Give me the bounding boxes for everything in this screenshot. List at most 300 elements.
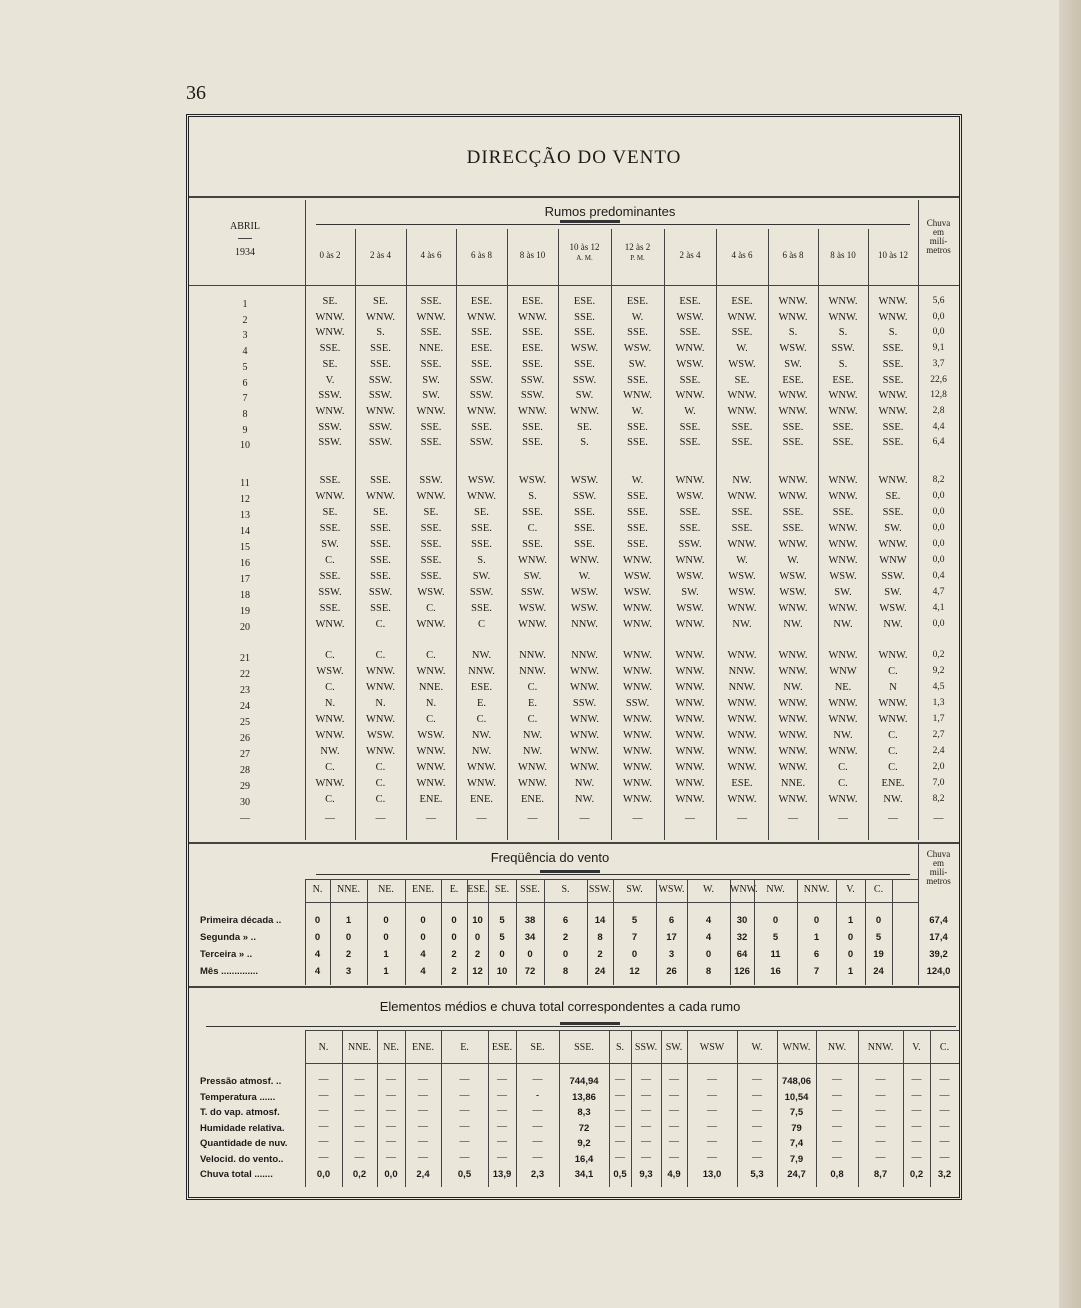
wind-direction-cell: C.: [325, 555, 335, 566]
section-rule: [189, 986, 959, 988]
day-number: 25: [240, 717, 250, 728]
wind-direction-cell: WNW.: [828, 523, 858, 534]
element-value-cell: 4,9: [667, 1169, 681, 1180]
empty-cell: —: [707, 1074, 717, 1085]
empty-cell: —: [459, 1120, 470, 1132]
wind-direction-cell: WNW.: [675, 746, 705, 757]
frequency-cell: 34: [524, 932, 536, 943]
day-number: 17: [240, 574, 250, 585]
frequency-cell: 0: [383, 915, 389, 926]
day-number: 22: [240, 669, 250, 680]
wind-direction-cell: W.: [736, 555, 748, 566]
wind-direction-cell: SSW.: [469, 390, 494, 402]
hour-header: 2 às 4: [679, 250, 701, 260]
wind-direction-cell: SE.: [322, 507, 338, 518]
wind-direction-cell: WNW.: [727, 714, 757, 725]
direction-column-header: SE.: [494, 884, 510, 895]
direction-column-header: V.: [846, 884, 855, 895]
empty-cell: —: [386, 1105, 396, 1116]
wind-direction-cell: SSW.: [520, 587, 545, 598]
wind-direction-cell: SSE.: [574, 311, 595, 323]
wind-direction-cell: SW.: [523, 571, 542, 582]
hour-header: 12 às 2: [624, 242, 651, 252]
wind-direction-cell: WSW.: [570, 587, 599, 598]
wind-direction-cell: WNW.: [622, 390, 653, 402]
frequency-cell: 0: [345, 932, 352, 943]
hour-header: A. M.: [576, 254, 593, 262]
month-label: ABRIL: [230, 221, 260, 232]
wind-direction-cell: C.: [426, 650, 436, 661]
row-label: Segunda » ..: [200, 932, 256, 943]
wind-direction-cell: SSW.: [318, 421, 342, 433]
trailing-dash: —: [888, 813, 898, 824]
wind-direction-cell: WNW.: [878, 698, 908, 709]
wind-direction-cell: WNW.: [517, 619, 548, 630]
wind-direction-cell: WNW.: [675, 555, 705, 566]
empty-cell: —: [354, 1136, 365, 1147]
wind-direction-cell: SSE.: [882, 421, 904, 433]
empty-cell: —: [707, 1105, 717, 1116]
wind-direction-cell: WNW.: [466, 762, 497, 773]
empty-cell: —: [669, 1151, 679, 1163]
empty-cell: —: [615, 1074, 625, 1085]
hour-header: 6 às 8: [782, 250, 804, 260]
empty-cell: —: [497, 1105, 507, 1116]
wind-direction-cell: WNW.: [365, 714, 396, 725]
frequency-cell: 0: [527, 949, 533, 960]
wind-direction-cell: WNW.: [466, 491, 497, 502]
wind-direction-cell: WNW.: [517, 778, 548, 789]
element-value-cell: 34,1: [574, 1169, 594, 1180]
wind-direction-cell: SSE.: [832, 437, 854, 449]
wind-direction-cell: SSE.: [679, 437, 701, 449]
empty-cell: —: [318, 1074, 329, 1085]
wind-direction-cell: WNW.: [727, 698, 757, 709]
wind-direction-cell: SSE.: [574, 507, 595, 518]
wind-direction-cell: S.: [376, 327, 385, 339]
day-number: 14: [240, 526, 250, 537]
wind-direction-cell: W.: [684, 405, 696, 417]
wind-direction-cell: V.: [325, 374, 335, 386]
empty-cell: —: [615, 1089, 625, 1101]
frequency-cell: 4: [420, 949, 426, 960]
wind-direction-cell: SSW.: [318, 390, 342, 402]
wind-direction-cell: WNW.: [727, 539, 757, 550]
empty-cell: —: [939, 1074, 950, 1085]
header-rule: [305, 1063, 959, 1064]
wind-direction-cell: WNW.: [675, 778, 705, 789]
day-number: 18: [240, 590, 250, 601]
wind-direction-cell: SSW.: [572, 491, 597, 502]
wind-direction-cell: WNW.: [727, 746, 757, 757]
wind-direction-cell: WSW.: [829, 571, 857, 582]
wind-direction-cell: NE.: [834, 682, 852, 693]
wind-direction-cell: SSE.: [319, 475, 341, 486]
wind-direction-cell: WNW.: [778, 698, 808, 709]
trailing-dash: —: [426, 813, 436, 824]
element-value-cell: 72: [578, 1122, 590, 1134]
empty-cell: —: [911, 1151, 922, 1163]
frequency-cell: 6: [562, 915, 569, 926]
day-number: 29: [240, 781, 250, 792]
empty-cell: —: [752, 1105, 762, 1116]
direction-column-header: NW.: [827, 1042, 847, 1053]
rain-header-line: milí-: [929, 236, 948, 246]
frequency-cell: 30: [736, 915, 748, 926]
day-number: 9: [242, 424, 248, 436]
wind-direction-cell: SW.: [884, 587, 902, 598]
row-label: T. do vap. atmosf.: [200, 1107, 280, 1118]
wind-direction-cell: WNW.: [622, 730, 653, 741]
wind-direction-cell: WNW.: [569, 730, 600, 741]
empty-cell: —: [939, 1151, 950, 1163]
element-value-cell: 24,7: [787, 1169, 806, 1180]
direction-column-header: V.: [912, 1042, 921, 1053]
wind-direction-cell: SSE.: [679, 523, 701, 534]
wind-direction-cell: SSE.: [731, 437, 753, 449]
wind-direction-cell: SW.: [422, 374, 440, 386]
wind-direction-cell: SSE.: [420, 571, 442, 582]
element-value-cell: 2,4: [416, 1169, 430, 1180]
frequency-cell: 1: [813, 932, 820, 943]
wind-direction-cell: ENE.: [469, 794, 494, 805]
frequency-cell: 8: [705, 966, 712, 977]
rain-cell: 0,0: [932, 491, 945, 501]
wind-direction-cell: WSW.: [570, 343, 599, 355]
wind-direction-cell: WNW.: [778, 762, 808, 773]
wind-direction-cell: WNW.: [315, 730, 345, 741]
wind-direction-cell: ENE.: [881, 778, 905, 789]
rain-header-line: milí-: [929, 867, 948, 877]
wind-direction-cell: WNW.: [675, 343, 705, 355]
wind-direction-cell: C: [477, 619, 485, 630]
frequency-cell: 4: [420, 966, 426, 977]
frequency-cell: 8: [562, 966, 569, 977]
wind-direction-cell: SSE.: [420, 296, 442, 307]
wind-direction-cell: SSE.: [522, 327, 543, 339]
empty-cell: —: [641, 1136, 651, 1147]
empty-cell: —: [832, 1074, 842, 1085]
wind-direction-cell: NW.: [833, 619, 853, 630]
wind-direction-cell: WNW.: [569, 714, 600, 725]
wind-direction-cell: C.: [375, 762, 386, 773]
wind-direction-cell: SSE.: [522, 507, 543, 518]
wind-direction-cell: ESE.: [731, 296, 753, 307]
wind-direction-cell: WSW.: [417, 730, 445, 741]
empty-cell: —: [911, 1136, 922, 1147]
header-rule: [305, 1030, 959, 1031]
wind-direction-cell: SSE.: [522, 539, 543, 550]
direction-column-header: NNE.: [336, 884, 361, 895]
wind-direction-cell: S.: [838, 327, 848, 339]
wind-direction-cell: WSW.: [518, 475, 547, 486]
hour-header: 2 às 4: [370, 250, 391, 260]
hour-header: 10 às 12: [569, 242, 600, 252]
frequency-cell: 0: [314, 915, 321, 926]
frequency-cell: 11: [770, 949, 781, 960]
wind-direction-cell: WNW.: [569, 405, 600, 417]
wind-direction-cell: WNW.: [778, 746, 808, 757]
frequency-cell: 64: [736, 949, 748, 960]
wind-direction-cell: SW.: [628, 358, 647, 370]
wind-direction-cell: C.: [375, 778, 386, 789]
wind-direction-cell: ENE.: [520, 794, 545, 805]
wind-direction-cell: N: [889, 682, 897, 693]
wind-direction-cell: C.: [476, 714, 487, 725]
frequency-cell: 2: [451, 949, 457, 960]
wind-direction-cell: WNW.: [675, 475, 705, 486]
wind-direction-cell: E.: [476, 698, 487, 709]
day-number: 13: [240, 510, 250, 521]
frequency-cell: 16: [770, 966, 781, 977]
wind-direction-cell: NNW.: [728, 682, 756, 693]
element-value-cell: 7,9: [789, 1153, 804, 1165]
wind-direction-cell: NW.: [783, 619, 803, 630]
direction-column-header: C.: [939, 1042, 950, 1053]
wind-direction-cell: WSW.: [676, 603, 704, 614]
wind-direction-cell: SSE.: [679, 374, 701, 386]
wind-direction-cell: SSE.: [522, 421, 543, 433]
rain-cell: 4,7: [932, 587, 945, 597]
rain-cell: 4,4: [932, 421, 945, 432]
column-divider: [892, 879, 893, 985]
direction-column-header: WSW.: [658, 884, 685, 895]
direction-column-header: NE.: [383, 1042, 399, 1053]
wind-direction-cell: SSE.: [731, 327, 753, 339]
day-number: 16: [240, 558, 250, 569]
wind-direction-cell: WNW.: [727, 730, 757, 741]
rain-cell: 0,0: [932, 619, 945, 629]
wind-direction-cell: SW.: [784, 358, 802, 370]
rain-cell: 3,7: [932, 358, 945, 369]
trailing-dash: —: [685, 813, 695, 824]
frequency-cell: 1: [383, 949, 389, 960]
row-label: Velocid. do vento..: [200, 1153, 284, 1165]
trailing-dash: —: [527, 813, 538, 824]
day-number: 24: [240, 701, 250, 712]
direction-column-header: SW.: [626, 884, 643, 895]
direction-column-header: WNW.: [782, 1042, 811, 1053]
wind-direction-cell: NNW.: [519, 666, 546, 677]
rain-cell: 22,6: [930, 374, 947, 385]
empty-cell: —: [532, 1136, 543, 1147]
wind-direction-cell: NNW.: [571, 619, 598, 630]
empty-cell: —: [641, 1120, 651, 1132]
wind-direction-cell: WNW.: [569, 762, 600, 773]
row-label: Terceira » ..: [200, 949, 253, 960]
wind-direction-cell: SSE.: [420, 555, 442, 566]
wind-direction-cell: WSW.: [316, 666, 344, 677]
wind-direction-cell: WNW.: [315, 491, 345, 502]
empty-cell: —: [911, 1105, 922, 1116]
wind-direction-cell: NNE.: [418, 343, 444, 355]
frequency-cell: 1: [345, 915, 352, 926]
wind-direction-cell: NW.: [471, 746, 492, 757]
wind-direction-cell: SSE.: [731, 421, 753, 433]
wind-direction-cell: WNW.: [622, 666, 653, 677]
frequency-cell: 2: [345, 949, 352, 960]
wind-direction-cell: WNW.: [675, 619, 705, 630]
frequency-cell: 24: [873, 966, 884, 977]
wind-direction-cell: SE.: [474, 507, 489, 518]
empty-cell: —: [318, 1151, 329, 1163]
wind-direction-cell: WSW.: [779, 571, 807, 582]
frequency-cell: 3: [668, 949, 675, 960]
wind-direction-cell: SE.: [322, 358, 338, 370]
empty-cell: —: [752, 1151, 762, 1163]
wind-direction-cell: WNW.: [365, 405, 396, 417]
direction-column-header: ESE.: [491, 1042, 513, 1053]
frequency-cell: 26: [666, 966, 677, 977]
frequency-cell: 14: [594, 915, 606, 926]
wind-direction-cell: SSE.: [319, 523, 341, 534]
trailing-dash: —: [240, 813, 250, 824]
empty-cell: —: [459, 1074, 470, 1085]
wind-direction-cell: WNW.: [622, 794, 653, 805]
hour-header: P. M.: [630, 254, 645, 262]
wind-direction-cell: SSW.: [318, 587, 342, 598]
wind-direction-cell: WNW.: [778, 650, 808, 661]
frequency-cell: 10: [496, 966, 508, 977]
wind-direction-cell: NW.: [883, 794, 903, 805]
wind-direction-cell: SSE.: [420, 358, 442, 370]
empty-cell: —: [354, 1074, 365, 1085]
direction-column-header: W.: [751, 1042, 763, 1053]
wind-direction-cell: SSW.: [368, 437, 393, 449]
empty-cell: —: [832, 1136, 842, 1147]
day-number: 30: [240, 797, 250, 808]
element-value-cell: 10,54: [784, 1091, 809, 1103]
group-brace-center: [540, 870, 600, 873]
empty-cell: —: [532, 1120, 543, 1132]
wind-direction-cell: WNW.: [778, 539, 808, 550]
wind-direction-cell: SSW.: [368, 390, 393, 402]
empty-cell: —: [354, 1105, 365, 1116]
wind-direction-cell: C.: [325, 682, 335, 693]
row-label: Pressão atmosf. ..: [200, 1076, 282, 1087]
wind-direction-cell: SSW.: [469, 587, 494, 598]
page-edge: [1059, 0, 1081, 1308]
empty-cell: —: [911, 1089, 922, 1101]
element-value-cell: 0,2: [909, 1169, 924, 1180]
empty-cell: —: [707, 1151, 717, 1163]
wind-direction-cell: WNW.: [622, 762, 653, 773]
element-value-cell: 9,3: [639, 1169, 653, 1180]
wind-direction-cell: WNW.: [622, 714, 653, 725]
wind-direction-cell: ESE.: [521, 343, 544, 355]
wind-direction-cell: ESE.: [832, 374, 854, 386]
wind-direction-cell: WNW.: [778, 666, 808, 677]
empty-cell: —: [318, 1120, 329, 1132]
wind-direction-cell: S.: [528, 491, 537, 502]
day-number: 28: [240, 765, 250, 776]
empty-cell: —: [707, 1136, 717, 1147]
empty-cell: -: [535, 1089, 540, 1101]
wind-direction-cell: SSE.: [471, 603, 492, 614]
rain-cell: 8,2: [932, 794, 945, 804]
empty-cell: —: [641, 1151, 651, 1163]
hour-header: 6 às 8: [471, 250, 492, 260]
element-value-cell: 9,2: [577, 1138, 591, 1149]
rain-cell: 2,7: [932, 730, 945, 740]
wind-direction-cell: ENE.: [419, 794, 443, 805]
frequency-cell: 4: [314, 966, 321, 977]
empty-cell: —: [532, 1074, 543, 1085]
wind-direction-cell: C.: [375, 650, 386, 661]
day-number: 4: [242, 346, 248, 358]
wind-direction-cell: SSE.: [832, 507, 854, 518]
wind-direction-cell: WNW.: [878, 296, 908, 307]
wind-direction-cell: WNW.: [828, 698, 858, 709]
wind-direction-cell: WNW.: [878, 650, 908, 661]
row-label: Primeira década ..: [200, 915, 282, 926]
empty-cell: —: [418, 1089, 428, 1101]
wind-direction-cell: NW.: [522, 746, 543, 757]
hour-header: 10 às 12: [878, 250, 908, 260]
wind-direction-cell: WNW.: [878, 405, 908, 417]
rain-cell: 8,2: [932, 475, 945, 485]
wind-direction-cell: SSE.: [319, 603, 341, 614]
direction-column-header: E.: [449, 884, 459, 895]
empty-cell: —: [459, 1151, 470, 1163]
empty-cell: —: [752, 1089, 762, 1101]
wind-direction-cell: SSE.: [627, 327, 648, 339]
wind-direction-cell: WNW.: [778, 475, 808, 486]
wind-direction-cell: WSW.: [623, 343, 652, 355]
element-value-cell: 2,3: [530, 1169, 545, 1180]
wind-direction-cell: C.: [527, 523, 538, 534]
wind-direction-cell: SSE.: [782, 421, 804, 433]
rain-cell: 9,2: [932, 666, 945, 676]
element-value-cell: 13,86: [572, 1091, 596, 1103]
wind-direction-cell: WNW.: [675, 666, 705, 677]
frequency-cell: 0: [383, 932, 389, 943]
wind-direction-cell: SSW.: [520, 390, 545, 402]
day-number: 6: [242, 377, 248, 389]
section-rule: [189, 196, 959, 198]
direction-column-header: SSE.: [574, 1042, 594, 1053]
table-frame: [186, 114, 962, 1200]
frequency-cell: 10: [472, 915, 483, 926]
wind-direction-cell: S.: [838, 358, 848, 370]
rain-cell: 0,4: [932, 571, 945, 581]
empty-cell: —: [497, 1151, 507, 1163]
wind-direction-cell: SE.: [577, 421, 592, 433]
wind-direction-cell: WNW.: [727, 311, 757, 323]
empty-cell: —: [752, 1120, 762, 1132]
group-brace-center: [560, 1022, 620, 1025]
empty-cell: —: [875, 1136, 886, 1147]
empty-cell: —: [939, 1105, 950, 1116]
wind-direction-cell: SSE.: [627, 437, 648, 449]
wind-direction-cell: WNW.: [727, 405, 757, 417]
empty-cell: —: [459, 1089, 470, 1101]
wind-direction-cell: S.: [580, 437, 589, 449]
wind-direction-cell: WNW.: [622, 682, 653, 693]
wind-direction-cell: SSE.: [370, 555, 391, 566]
wind-direction-cell: ESE.: [731, 778, 753, 789]
empty-cell: —: [318, 1089, 329, 1101]
wind-direction-cell: SSE.: [471, 539, 492, 550]
wind-direction-cell: WNW.: [365, 491, 396, 502]
wind-direction-cell: C.: [426, 714, 436, 725]
frequency-cell: 0: [631, 949, 638, 960]
frequency-cell: 5: [772, 932, 779, 943]
wind-direction-cell: SSE.: [420, 539, 442, 550]
wind-direction-cell: WNW.: [778, 714, 808, 725]
wind-direction-cell: WNW.: [416, 762, 446, 773]
frequency-cell: 17: [666, 932, 677, 943]
